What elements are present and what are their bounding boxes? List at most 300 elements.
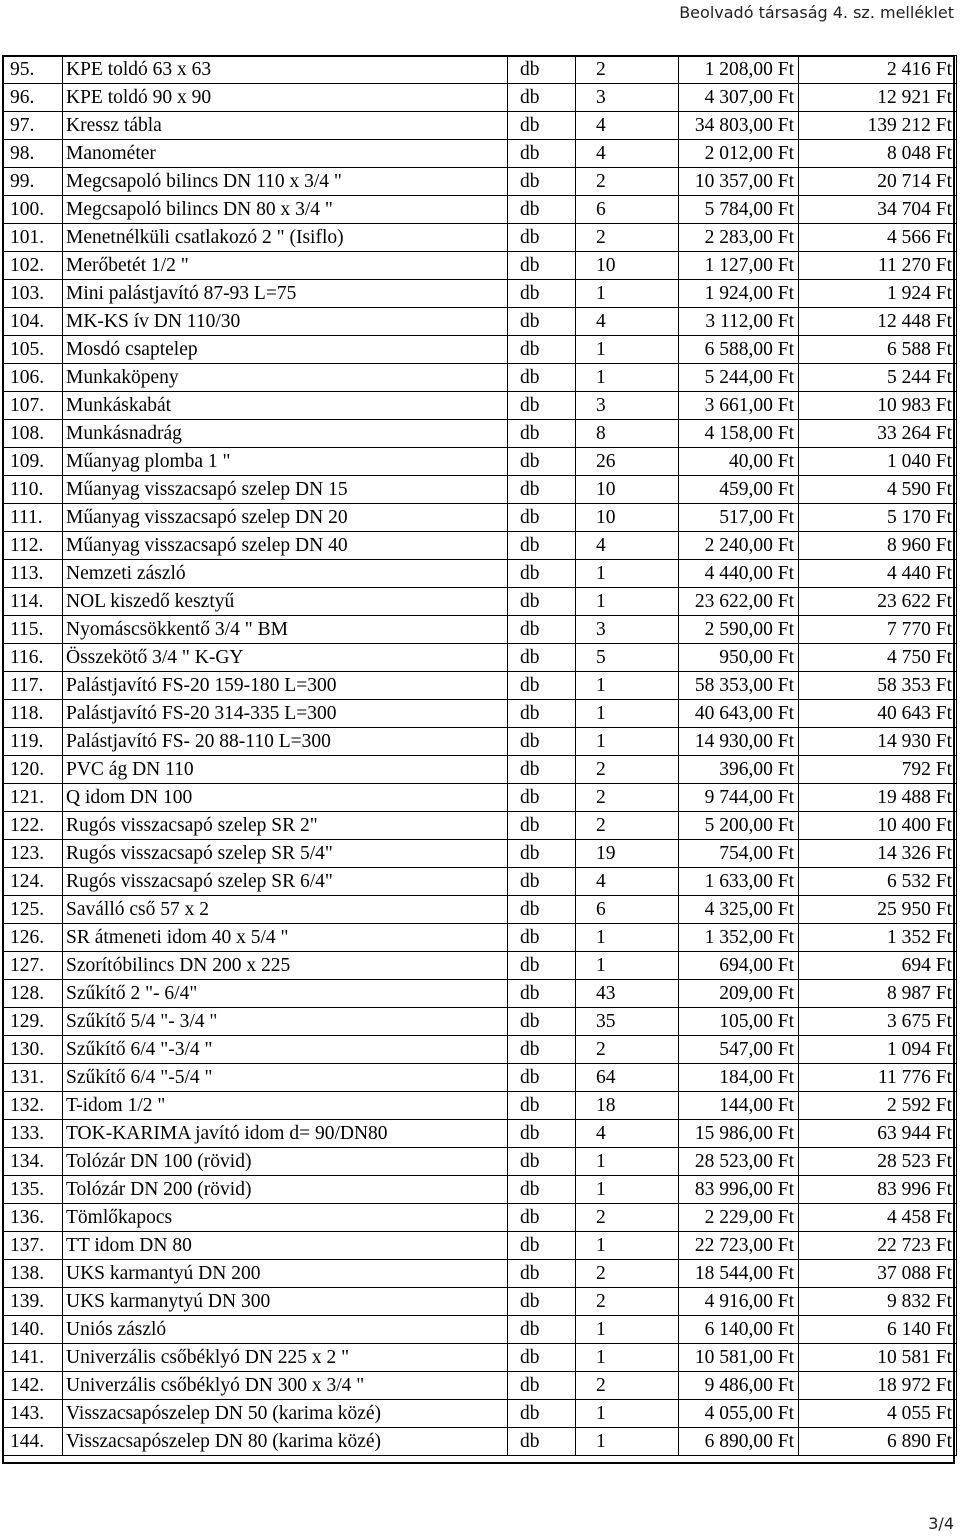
unit-cell: db bbox=[508, 1008, 576, 1036]
table-row bbox=[4, 868, 957, 896]
total-price-cell: 33 264 Ft bbox=[799, 420, 957, 448]
row-number-cell: 140. bbox=[4, 1316, 63, 1344]
total-price-cell: 14 326 Ft bbox=[799, 840, 957, 868]
table-row bbox=[4, 448, 957, 476]
total-price-cell: 10 983 Ft bbox=[799, 392, 957, 420]
unit-price-cell: 6 588,00 Ft bbox=[679, 336, 799, 364]
row-number-cell: 138. bbox=[4, 1260, 63, 1288]
total-price-cell: 23 622 Ft bbox=[799, 588, 957, 616]
unit-cell: db bbox=[508, 280, 576, 308]
quantity-cell: 1 bbox=[576, 1428, 679, 1456]
unit-cell: db bbox=[508, 812, 576, 840]
unit-price-cell: 144,00 Ft bbox=[679, 1092, 799, 1120]
total-price-cell: 22 723 Ft bbox=[799, 1232, 957, 1260]
item-name-cell: Saválló cső 57 x 2 bbox=[63, 896, 508, 924]
quantity-cell: 3 bbox=[576, 616, 679, 644]
table-row bbox=[4, 924, 957, 952]
row-number-cell: 124. bbox=[4, 868, 63, 896]
unit-cell: db bbox=[508, 616, 576, 644]
unit-cell: db bbox=[508, 1400, 576, 1428]
item-name-cell: PVC ág DN 110 bbox=[63, 756, 508, 784]
unit-cell: db bbox=[508, 308, 576, 336]
total-price-cell: 1 094 Ft bbox=[799, 1036, 957, 1064]
row-number-cell: 98. bbox=[4, 140, 63, 168]
page-header-title: Beolvadó társaság 4. sz. melléklet bbox=[679, 3, 954, 22]
unit-price-cell: 40,00 Ft bbox=[679, 448, 799, 476]
item-name-cell: Uniós zászló bbox=[63, 1316, 508, 1344]
table-row bbox=[4, 1008, 957, 1036]
unit-cell: db bbox=[508, 1064, 576, 1092]
row-number-cell: 143. bbox=[4, 1400, 63, 1428]
unit-price-cell: 22 723,00 Ft bbox=[679, 1232, 799, 1260]
total-price-cell: 8 960 Ft bbox=[799, 532, 957, 560]
total-price-cell: 11 270 Ft bbox=[799, 252, 957, 280]
unit-cell: db bbox=[508, 448, 576, 476]
quantity-cell: 2 bbox=[576, 756, 679, 784]
unit-cell: db bbox=[508, 504, 576, 532]
total-price-cell: 139 212 Ft bbox=[799, 112, 957, 140]
unit-price-cell: 1 924,00 Ft bbox=[679, 280, 799, 308]
row-number-cell: 141. bbox=[4, 1344, 63, 1372]
item-name-cell: Menetnélküli csatlakozó 2 " (Isiflo) bbox=[63, 224, 508, 252]
unit-cell: db bbox=[508, 196, 576, 224]
unit-price-cell: 1 352,00 Ft bbox=[679, 924, 799, 952]
quantity-cell: 4 bbox=[576, 868, 679, 896]
table-row bbox=[4, 784, 957, 812]
row-number-cell: 101. bbox=[4, 224, 63, 252]
unit-price-cell: 2 229,00 Ft bbox=[679, 1204, 799, 1232]
table-row bbox=[4, 1288, 957, 1316]
table-row bbox=[4, 504, 957, 532]
unit-price-cell: 5 200,00 Ft bbox=[679, 812, 799, 840]
unit-cell: db bbox=[508, 252, 576, 280]
quantity-cell: 1 bbox=[576, 560, 679, 588]
unit-price-cell: 10 581,00 Ft bbox=[679, 1344, 799, 1372]
unit-cell: db bbox=[508, 224, 576, 252]
unit-price-cell: 2 240,00 Ft bbox=[679, 532, 799, 560]
unit-cell: db bbox=[508, 672, 576, 700]
quantity-cell: 2 bbox=[576, 1036, 679, 1064]
unit-price-cell: 83 996,00 Ft bbox=[679, 1176, 799, 1204]
unit-price-cell: 1 208,00 Ft bbox=[679, 56, 799, 84]
table-row bbox=[4, 1148, 957, 1176]
total-price-cell: 7 770 Ft bbox=[799, 616, 957, 644]
quantity-cell: 1 bbox=[576, 364, 679, 392]
unit-cell: db bbox=[508, 644, 576, 672]
row-number-cell: 102. bbox=[4, 252, 63, 280]
total-price-cell: 83 996 Ft bbox=[799, 1176, 957, 1204]
unit-cell: db bbox=[508, 476, 576, 504]
row-number-cell: 123. bbox=[4, 840, 63, 868]
total-price-cell: 2 416 Ft bbox=[799, 56, 957, 84]
unit-cell: db bbox=[508, 560, 576, 588]
quantity-cell: 35 bbox=[576, 1008, 679, 1036]
unit-price-cell: 10 357,00 Ft bbox=[679, 168, 799, 196]
row-number-cell: 127. bbox=[4, 952, 63, 980]
table-row bbox=[4, 1120, 957, 1148]
unit-cell: db bbox=[508, 1260, 576, 1288]
row-number-cell: 115. bbox=[4, 616, 63, 644]
total-price-cell: 4 750 Ft bbox=[799, 644, 957, 672]
table-row bbox=[4, 1064, 957, 1092]
item-name-cell: Szűkítő 5/4 "- 3/4 " bbox=[63, 1008, 508, 1036]
total-price-cell: 25 950 Ft bbox=[799, 896, 957, 924]
table-row bbox=[4, 364, 957, 392]
quantity-cell: 2 bbox=[576, 1260, 679, 1288]
item-name-cell: Tömlőkapocs bbox=[63, 1204, 508, 1232]
quantity-cell: 10 bbox=[576, 476, 679, 504]
unit-cell: db bbox=[508, 336, 576, 364]
quantity-cell: 4 bbox=[576, 112, 679, 140]
quantity-cell: 1 bbox=[576, 1400, 679, 1428]
total-price-cell: 20 714 Ft bbox=[799, 168, 957, 196]
item-name-cell: Manométer bbox=[63, 140, 508, 168]
row-number-cell: 100. bbox=[4, 196, 63, 224]
item-name-cell: Tolózár DN 200 (rövid) bbox=[63, 1176, 508, 1204]
row-number-cell: 104. bbox=[4, 308, 63, 336]
item-name-cell: MK-KS ív DN 110/30 bbox=[63, 308, 508, 336]
quantity-cell: 4 bbox=[576, 1120, 679, 1148]
unit-price-cell: 15 986,00 Ft bbox=[679, 1120, 799, 1148]
total-price-cell: 4 458 Ft bbox=[799, 1204, 957, 1232]
unit-price-cell: 4 307,00 Ft bbox=[679, 84, 799, 112]
item-name-cell: Műanyag visszacsapó szelep DN 40 bbox=[63, 532, 508, 560]
page-number: 3/4 bbox=[928, 1514, 954, 1533]
item-name-cell: Műanyag plomba 1 " bbox=[63, 448, 508, 476]
item-name-cell: Palástjavító FS-20 159-180 L=300 bbox=[63, 672, 508, 700]
table-row bbox=[4, 168, 957, 196]
item-name-cell: SR átmeneti idom 40 x 5/4 " bbox=[63, 924, 508, 952]
item-name-cell: Visszacsapószelep DN 50 (karima közé) bbox=[63, 1400, 508, 1428]
quantity-cell: 1 bbox=[576, 336, 679, 364]
quantity-cell: 5 bbox=[576, 644, 679, 672]
quantity-cell: 10 bbox=[576, 504, 679, 532]
table-row bbox=[4, 616, 957, 644]
table-row bbox=[4, 952, 957, 980]
total-price-cell: 792 Ft bbox=[799, 756, 957, 784]
row-number-cell: 135. bbox=[4, 1176, 63, 1204]
row-number-cell: 107. bbox=[4, 392, 63, 420]
unit-cell: db bbox=[508, 1288, 576, 1316]
quantity-cell: 1 bbox=[576, 1148, 679, 1176]
table-row bbox=[4, 1372, 957, 1400]
table-row bbox=[4, 840, 957, 868]
total-price-cell: 1 924 Ft bbox=[799, 280, 957, 308]
quantity-cell: 2 bbox=[576, 812, 679, 840]
item-name-cell: UKS karmantyú DN 200 bbox=[63, 1260, 508, 1288]
quantity-cell: 1 bbox=[576, 952, 679, 980]
unit-cell: db bbox=[508, 1372, 576, 1400]
total-price-cell: 9 832 Ft bbox=[799, 1288, 957, 1316]
unit-cell: db bbox=[508, 756, 576, 784]
table-row bbox=[4, 672, 957, 700]
table-row bbox=[4, 812, 957, 840]
table-row bbox=[4, 1176, 957, 1204]
item-name-cell: Munkáskabát bbox=[63, 392, 508, 420]
row-number-cell: 118. bbox=[4, 700, 63, 728]
row-number-cell: 136. bbox=[4, 1204, 63, 1232]
table-row bbox=[4, 896, 957, 924]
row-number-cell: 116. bbox=[4, 644, 63, 672]
unit-price-cell: 517,00 Ft bbox=[679, 504, 799, 532]
total-price-cell: 4 055 Ft bbox=[799, 1400, 957, 1428]
unit-price-cell: 14 930,00 Ft bbox=[679, 728, 799, 756]
item-name-cell: Rugós visszacsapó szelep SR 5/4" bbox=[63, 840, 508, 868]
total-price-cell: 12 921 Ft bbox=[799, 84, 957, 112]
unit-cell: db bbox=[508, 392, 576, 420]
table-row bbox=[4, 1260, 957, 1288]
row-number-cell: 125. bbox=[4, 896, 63, 924]
unit-cell: db bbox=[508, 1092, 576, 1120]
unit-cell: db bbox=[508, 532, 576, 560]
table-row bbox=[4, 56, 957, 84]
unit-cell: db bbox=[508, 56, 576, 84]
unit-price-cell: 459,00 Ft bbox=[679, 476, 799, 504]
unit-cell: db bbox=[508, 84, 576, 112]
quantity-cell: 2 bbox=[576, 56, 679, 84]
unit-cell: db bbox=[508, 140, 576, 168]
quantity-cell: 2 bbox=[576, 784, 679, 812]
unit-cell: db bbox=[508, 1176, 576, 1204]
item-name-cell: Munkásnadrág bbox=[63, 420, 508, 448]
table-row bbox=[4, 1232, 957, 1260]
unit-price-cell: 6 890,00 Ft bbox=[679, 1428, 799, 1456]
table-row bbox=[4, 420, 957, 448]
total-price-cell: 8 048 Ft bbox=[799, 140, 957, 168]
total-price-cell: 6 890 Ft bbox=[799, 1428, 957, 1456]
total-price-cell: 6 532 Ft bbox=[799, 868, 957, 896]
quantity-cell: 2 bbox=[576, 1288, 679, 1316]
item-name-cell: Rugós visszacsapó szelep SR 6/4" bbox=[63, 868, 508, 896]
total-price-cell: 4 440 Ft bbox=[799, 560, 957, 588]
item-name-cell: Tolózár DN 100 (rövid) bbox=[63, 1148, 508, 1176]
unit-cell: db bbox=[508, 1344, 576, 1372]
row-number-cell: 105. bbox=[4, 336, 63, 364]
total-price-cell: 19 488 Ft bbox=[799, 784, 957, 812]
total-price-cell: 4 590 Ft bbox=[799, 476, 957, 504]
total-price-cell: 694 Ft bbox=[799, 952, 957, 980]
total-price-cell: 28 523 Ft bbox=[799, 1148, 957, 1176]
unit-price-cell: 754,00 Ft bbox=[679, 840, 799, 868]
quantity-cell: 2 bbox=[576, 224, 679, 252]
total-price-cell: 58 353 Ft bbox=[799, 672, 957, 700]
unit-price-cell: 1 127,00 Ft bbox=[679, 252, 799, 280]
quantity-cell: 2 bbox=[576, 1204, 679, 1232]
table-row bbox=[4, 532, 957, 560]
unit-price-cell: 4 440,00 Ft bbox=[679, 560, 799, 588]
total-price-cell: 14 930 Ft bbox=[799, 728, 957, 756]
total-price-cell: 34 704 Ft bbox=[799, 196, 957, 224]
table-row bbox=[4, 644, 957, 672]
unit-cell: db bbox=[508, 700, 576, 728]
item-name-cell: TT idom DN 80 bbox=[63, 1232, 508, 1260]
item-name-cell: Megcsapoló bilincs DN 80 x 3/4 " bbox=[63, 196, 508, 224]
unit-cell: db bbox=[508, 924, 576, 952]
unit-cell: db bbox=[508, 1428, 576, 1456]
item-name-cell: Szorítóbilincs DN 200 x 225 bbox=[63, 952, 508, 980]
total-price-cell: 3 675 Ft bbox=[799, 1008, 957, 1036]
table-row bbox=[4, 84, 957, 112]
row-number-cell: 144. bbox=[4, 1428, 63, 1456]
unit-cell: db bbox=[508, 1120, 576, 1148]
unit-cell: db bbox=[508, 1148, 576, 1176]
quantity-cell: 43 bbox=[576, 980, 679, 1008]
unit-price-cell: 6 140,00 Ft bbox=[679, 1316, 799, 1344]
row-number-cell: 106. bbox=[4, 364, 63, 392]
unit-cell: db bbox=[508, 952, 576, 980]
unit-price-cell: 950,00 Ft bbox=[679, 644, 799, 672]
item-name-cell: Kressz tábla bbox=[63, 112, 508, 140]
row-number-cell: 110. bbox=[4, 476, 63, 504]
row-number-cell: 132. bbox=[4, 1092, 63, 1120]
total-price-cell: 12 448 Ft bbox=[799, 308, 957, 336]
item-name-cell: KPE toldó 90 x 90 bbox=[63, 84, 508, 112]
quantity-cell: 2 bbox=[576, 1372, 679, 1400]
unit-price-cell: 4 916,00 Ft bbox=[679, 1288, 799, 1316]
total-price-cell: 2 592 Ft bbox=[799, 1092, 957, 1120]
total-price-cell: 6 140 Ft bbox=[799, 1316, 957, 1344]
unit-cell: db bbox=[508, 784, 576, 812]
table-row bbox=[4, 224, 957, 252]
table-row bbox=[4, 1204, 957, 1232]
table-row bbox=[4, 308, 957, 336]
table-row bbox=[4, 1400, 957, 1428]
total-price-cell: 37 088 Ft bbox=[799, 1260, 957, 1288]
unit-cell: db bbox=[508, 1232, 576, 1260]
total-price-cell: 63 944 Ft bbox=[799, 1120, 957, 1148]
row-number-cell: 109. bbox=[4, 448, 63, 476]
quantity-cell: 1 bbox=[576, 924, 679, 952]
quantity-cell: 10 bbox=[576, 252, 679, 280]
unit-cell: db bbox=[508, 420, 576, 448]
table-row bbox=[4, 980, 957, 1008]
item-name-cell: Szűkítő 2 "- 6/4" bbox=[63, 980, 508, 1008]
table-row bbox=[4, 728, 957, 756]
unit-price-cell: 3 112,00 Ft bbox=[679, 308, 799, 336]
item-name-cell: Palástjavító FS-20 314-335 L=300 bbox=[63, 700, 508, 728]
unit-cell: db bbox=[508, 980, 576, 1008]
item-name-cell: Nyomáscsökkentő 3/4 " BM bbox=[63, 616, 508, 644]
unit-cell: db bbox=[508, 728, 576, 756]
unit-price-cell: 9 744,00 Ft bbox=[679, 784, 799, 812]
quantity-cell: 6 bbox=[576, 896, 679, 924]
table-row bbox=[4, 588, 957, 616]
item-name-cell: Műanyag visszacsapó szelep DN 15 bbox=[63, 476, 508, 504]
item-name-cell: Nemzeti zászló bbox=[63, 560, 508, 588]
item-name-cell: Palástjavító FS- 20 88-110 L=300 bbox=[63, 728, 508, 756]
unit-cell: db bbox=[508, 1204, 576, 1232]
item-name-cell: Merőbetét 1/2 " bbox=[63, 252, 508, 280]
row-number-cell: 142. bbox=[4, 1372, 63, 1400]
item-name-cell: Munkaköpeny bbox=[63, 364, 508, 392]
unit-price-cell: 23 622,00 Ft bbox=[679, 588, 799, 616]
quantity-cell: 1 bbox=[576, 672, 679, 700]
quantity-cell: 1 bbox=[576, 728, 679, 756]
total-price-cell: 40 643 Ft bbox=[799, 700, 957, 728]
unit-cell: db bbox=[508, 896, 576, 924]
row-number-cell: 128. bbox=[4, 980, 63, 1008]
row-number-cell: 122. bbox=[4, 812, 63, 840]
table-row bbox=[4, 756, 957, 784]
total-price-cell: 5 244 Ft bbox=[799, 364, 957, 392]
unit-price-cell: 184,00 Ft bbox=[679, 1064, 799, 1092]
unit-price-cell: 105,00 Ft bbox=[679, 1008, 799, 1036]
row-number-cell: 130. bbox=[4, 1036, 63, 1064]
row-number-cell: 112. bbox=[4, 532, 63, 560]
row-number-cell: 139. bbox=[4, 1288, 63, 1316]
item-name-cell: Visszacsapószelep DN 80 (karima közé) bbox=[63, 1428, 508, 1456]
total-price-cell: 1 040 Ft bbox=[799, 448, 957, 476]
table-row bbox=[4, 336, 957, 364]
item-name-cell: TOK-KARIMA javító idom d= 90/DN80 bbox=[63, 1120, 508, 1148]
row-number-cell: 108. bbox=[4, 420, 63, 448]
quantity-cell: 6 bbox=[576, 196, 679, 224]
unit-price-cell: 40 643,00 Ft bbox=[679, 700, 799, 728]
row-number-cell: 99. bbox=[4, 168, 63, 196]
row-number-cell: 119. bbox=[4, 728, 63, 756]
row-number-cell: 131. bbox=[4, 1064, 63, 1092]
table-row bbox=[4, 112, 957, 140]
total-price-cell: 4 566 Ft bbox=[799, 224, 957, 252]
table-row bbox=[4, 280, 957, 308]
item-name-cell: UKS karmanytyú DN 300 bbox=[63, 1288, 508, 1316]
unit-price-cell: 34 803,00 Ft bbox=[679, 112, 799, 140]
total-price-cell: 8 987 Ft bbox=[799, 980, 957, 1008]
row-number-cell: 137. bbox=[4, 1232, 63, 1260]
item-name-cell: Rugós visszacsapó szelep SR 2" bbox=[63, 812, 508, 840]
quantity-cell: 1 bbox=[576, 1232, 679, 1260]
item-name-cell: NOL kiszedő kesztyű bbox=[63, 588, 508, 616]
total-price-cell: 11 776 Ft bbox=[799, 1064, 957, 1092]
quantity-cell: 1 bbox=[576, 280, 679, 308]
row-number-cell: 114. bbox=[4, 588, 63, 616]
table-row bbox=[4, 140, 957, 168]
table-row bbox=[4, 1316, 957, 1344]
unit-cell: db bbox=[508, 840, 576, 868]
quantity-cell: 26 bbox=[576, 448, 679, 476]
item-name-cell: Mini palástjavító 87-93 L=75 bbox=[63, 280, 508, 308]
table-row bbox=[4, 1344, 957, 1372]
table-row bbox=[4, 476, 957, 504]
total-price-cell: 1 352 Ft bbox=[799, 924, 957, 952]
unit-price-cell: 1 633,00 Ft bbox=[679, 868, 799, 896]
unit-price-cell: 547,00 Ft bbox=[679, 1036, 799, 1064]
unit-price-cell: 5 784,00 Ft bbox=[679, 196, 799, 224]
quantity-cell: 18 bbox=[576, 1092, 679, 1120]
item-name-cell: Univerzális csőbéklyó DN 225 x 2 " bbox=[63, 1344, 508, 1372]
item-name-cell: KPE toldó 63 x 63 bbox=[63, 56, 508, 84]
row-number-cell: 133. bbox=[4, 1120, 63, 1148]
table-row bbox=[4, 1428, 957, 1456]
table-row bbox=[4, 700, 957, 728]
row-number-cell: 97. bbox=[4, 112, 63, 140]
quantity-cell: 3 bbox=[576, 84, 679, 112]
total-price-cell: 18 972 Ft bbox=[799, 1372, 957, 1400]
row-number-cell: 113. bbox=[4, 560, 63, 588]
quantity-cell: 1 bbox=[576, 700, 679, 728]
unit-cell: db bbox=[508, 112, 576, 140]
quantity-cell: 4 bbox=[576, 308, 679, 336]
item-name-cell: Univerzális csőbéklyó DN 300 x 3/4 " bbox=[63, 1372, 508, 1400]
item-name-cell: Mosdó csaptelep bbox=[63, 336, 508, 364]
unit-price-cell: 28 523,00 Ft bbox=[679, 1148, 799, 1176]
total-price-cell: 10 581 Ft bbox=[799, 1344, 957, 1372]
unit-cell: db bbox=[508, 868, 576, 896]
unit-price-cell: 2 590,00 Ft bbox=[679, 616, 799, 644]
unit-cell: db bbox=[508, 364, 576, 392]
row-number-cell: 121. bbox=[4, 784, 63, 812]
unit-cell: db bbox=[508, 1316, 576, 1344]
